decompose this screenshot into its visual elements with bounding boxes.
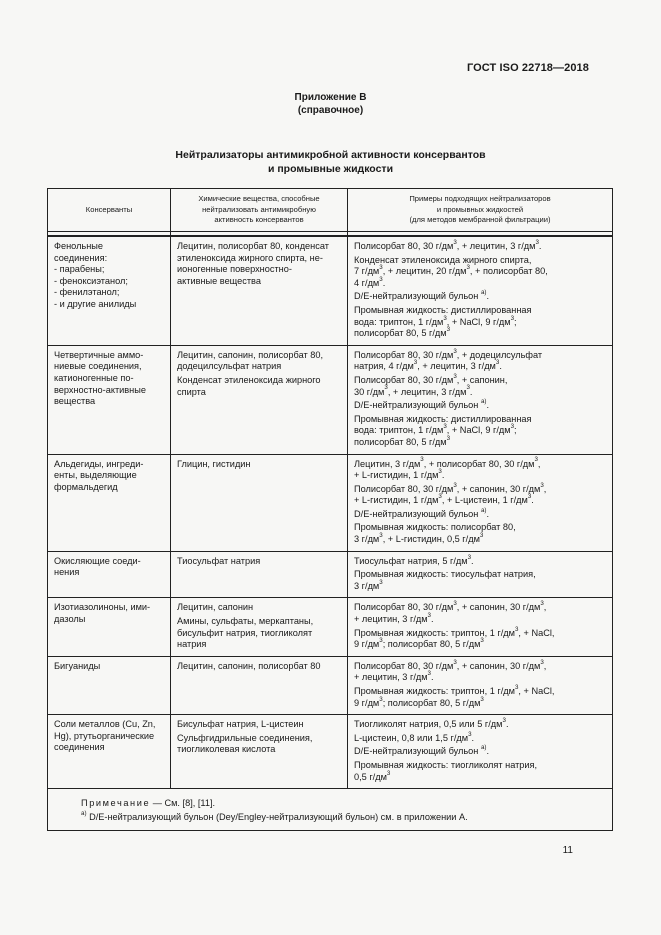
- table-row: [48, 551, 613, 598]
- table-notes: [48, 789, 613, 831]
- cell-preservative: Соли металлов (Cu, Zn, Hg), ртутьорганические соединения: [48, 715, 171, 789]
- table-row: [48, 236, 613, 345]
- cell-examples: Тиосульфат натрия, 5 $г/дм^3$. Промывная жидкость: тиосульфат натрия, 3 $г/дм^3$: [348, 551, 613, 598]
- neutralizers-table: [47, 188, 613, 831]
- cell-preservative: Четвертичные аммо- ниевые соединения, катионогенные по- верхностно-активные вещества: [48, 345, 171, 454]
- footnote-line: $^{а)}$ D/E-нейтрализующий бульон (Dey/Engley-нейтрализующий бульон) см. в приложении А.: [81, 810, 468, 823]
- page-number: 11: [562, 845, 573, 856]
- table-row: [48, 345, 613, 454]
- cell-examples: Полисорбат 80, 30 $г/дм^3$, + сапонин, 30 $г/дм^3$, + лецитин, 3 $г/дм^3$. Промывная жидкость: триптон, 1 $г/дм^3$, + NaCl, 9 $г/дм^3$; полисорбат 80, 5 $г/дм^3$: [348, 598, 613, 656]
- cell-examples: Полисорбат 80, 30 $г/дм^3$, + додецилсульфат натрия, 4 $г/дм^3$, + лецитин, 3 $г/дм^3$. Полисорбат 80, 30 $г/дм^3$, + сапонин, 30 $г/дм^3$, + лецитин, 3 $г/дм^3$. D/E-нейтрализующий бульон $^{а)}$. Промывная жидкость: дистиллированная вода: триптон, 1 $г/дм^3$, + NaCl, 9 $г/дм^3$; полисорбат 80, 5 $г/дм^3$: [348, 345, 613, 454]
- header-chemicals: Химические вещества, способные нейтрализовать антимикробную активность консервантов: [171, 189, 348, 232]
- table-row: [48, 598, 613, 656]
- cell-preservative: Альдегиды, ингреди- енты, выделяющие формальдегид: [48, 454, 171, 551]
- cell-preservative: Изотиазолиноны, ими- дазолы: [48, 598, 171, 656]
- title-line-2: и промывные жидкости: [267, 163, 394, 175]
- document-title: [0, 148, 661, 176]
- annex-subtitle: (справочное): [297, 105, 364, 116]
- cell-chemicals: Глицин, гистидин: [171, 454, 348, 551]
- annex-title: Приложение В: [294, 92, 367, 103]
- cell-chemicals: Лецитин, сапонин, полисорбат 80, додецилсульфат натрия Конденсат этиленоксида жирного спирта: [171, 345, 348, 454]
- cell-preservative: Бигуаниды: [48, 656, 171, 714]
- cell-chemicals: Лецитин, полисорбат 80, конденсат этиленоксида жирного спирта, не- ионогенные поверхностно- активные вещества: [171, 236, 348, 345]
- annex-heading: [0, 91, 661, 117]
- table-row: [48, 656, 613, 714]
- cell-examples: Полисорбат 80, 30 $г/дм^3$, + сапонин, 30 $г/дм^3$, + лецитин, 3 $г/дм^3$. Промывная жидкость: триптон, 1 $г/дм^3$, + NaCl, 9 $г/дм^3$; полисорбат 80, 5 $г/дм^3$: [348, 656, 613, 714]
- cell-examples: Лецитин, 3 $г/дм^3$, + полисорбат 80, 30 $г/дм^3$, + L-гистидин, 1 $г/дм^3$. Полисорбат 80, 30 $г/дм^3$, + сапонин, 30 $г/дм^3$, + L-гистидин, 1 $г/дм^3$, + L-цистеин, 1 $г/дм^3$. D/E-нейтрализующий бульон $^{а)}$. Промывная жидкость: полисорбат 80, 3 $г/дм^3$, + L-гистидин, 0,5 $г/дм^3$: [348, 454, 613, 551]
- cell-chemicals: Бисульфат натрия, L-цистеин Сульфгидрильные соединения, тиогликолевая кислота: [171, 715, 348, 789]
- cell-chemicals: Лецитин, сапонин Амины, сульфаты, меркаптаны, бисульфит натрия, тиогликолят натрия: [171, 598, 348, 656]
- header-examples: Примеры подходящих нейтрализаторов и промывных жидкостей (для методов мембранной фильтрации): [348, 189, 613, 232]
- cell-chemicals: Тиосульфат натрия: [171, 551, 348, 598]
- cell-preservative: Окисляющие соеди- нения: [48, 551, 171, 598]
- table-row: [48, 454, 613, 551]
- title-line-1: Нейтрализаторы антимикробной активности консервантов: [175, 149, 486, 161]
- header-preservatives: Консерванты: [48, 189, 171, 232]
- cell-examples: Полисорбат 80, 30 $г/дм^3$, + лецитин, 3 $г/дм^3$. Конденсат этиленоксида жирного спирта, 7 $г/дм^3$, + лецитин, 20 $г/дм^3$, + полисорбат 80, 4 $г/дм^3$. D/E-нейтрализующий бульон $^{а)}$. Промывная жидкость: дистиллированная вода: триптон, 1 $г/дм^3$, + NaCl, 9 $г/дм^3$; полисорбат 80, 5 $г/дм^3$: [348, 236, 613, 345]
- cell-preservative: Фенольные соединения: - парабены; - феноксиэтанол; - фенилэтанол; - и другие анилиды: [48, 236, 171, 345]
- standard-designation: ГОСТ ISO 22718—2018: [466, 62, 589, 74]
- cell-examples: Тиогликолят натрия, 0,5 или 5 $г/дм^3$. L-цистеин, 0,8 или 1,5 $г/дм^3$. D/E-нейтрализующий бульон $^{а)}$. Промывная жидкость: тиогликолят натрия, 0,5 $г/дм^3$: [348, 715, 613, 789]
- cell-chemicals: Лецитин, сапонин, полисорбат 80: [171, 656, 348, 714]
- table-notes-row: [48, 789, 613, 831]
- note-line: Примечание — См. [8], [11].: [81, 798, 216, 809]
- table-row: [48, 715, 613, 789]
- neutralizers-table-wrapper: [47, 188, 612, 831]
- table-header-row: [48, 189, 613, 232]
